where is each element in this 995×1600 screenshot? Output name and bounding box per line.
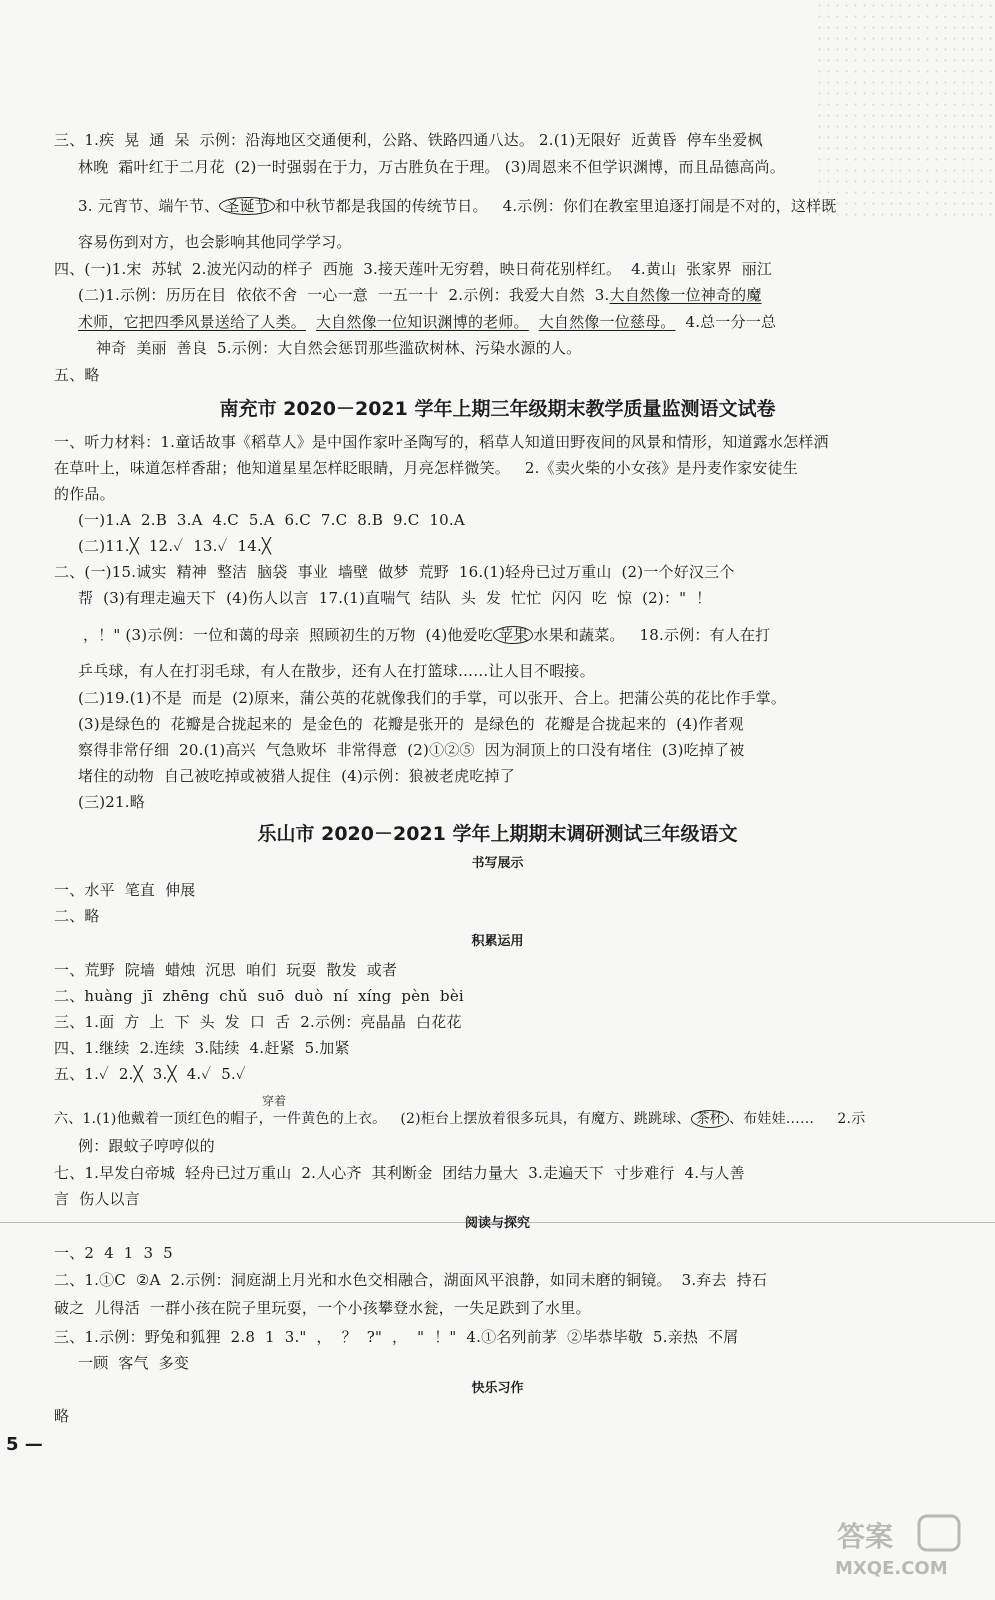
answer-line: 容易伤到对方，也会影响其他同学学习。 bbox=[78, 233, 352, 251]
answer-line: 七、1.早发白帝城 轻舟已过万重山 2.人心齐 其利断金 团结力量大 3.走遍天下 寸步难行 4.与人善 bbox=[54, 1164, 745, 1182]
answer-line: 二、huàng jī zhēng chǔ suō duò ní xíng pèn bèi bbox=[54, 987, 464, 1005]
text: 和中秋节都是我国的传统节日。 4.示例：你们在教室里追逐打闹是不对的，这样既 bbox=[274, 197, 837, 215]
svg-text:答案: 答案 bbox=[837, 1520, 894, 1553]
watermark-text: MXQE.COM bbox=[835, 1558, 948, 1579]
answer-line: (二)11.╳ 12.✓ 13.✓ 14.╳ bbox=[78, 537, 272, 555]
answer-line bbox=[78, 312, 776, 332]
answer-line: (二)19.(1)不是 而是 (2)原来，蒲公英的花就像我们的手掌，可以张开、合上。把蒲公英的花比作手掌。 bbox=[78, 689, 787, 707]
circled-word: 茶杯 bbox=[691, 1110, 729, 1128]
page-number: 5 — bbox=[6, 1434, 43, 1455]
text: 3. 元宵节、端午节、 bbox=[78, 197, 220, 215]
answer-line: (3)是绿色的 花瓣是合拢起来的 是金色的 花瓣是张开的 是绿色的 花瓣是合拢起来的 (4)作者观 bbox=[78, 715, 744, 733]
watermark-logo bbox=[827, 1512, 977, 1582]
answer-line bbox=[78, 625, 770, 645]
answer-line: 一、荒野 院墙 蜡烛 沉思 咱们 玩耍 散发 或者 bbox=[54, 961, 398, 979]
answer-line: 五、略 bbox=[54, 366, 100, 384]
answer-line: 在草叶上，味道怎样香甜；他知道星星怎样眨眼睛，月亮怎样微笑。 2.《卖火柴的小女孩》是丹麦作家安徒生 bbox=[54, 459, 799, 477]
section-heading: 书写展示 bbox=[471, 856, 524, 871]
answer-line: 二、1.①C ②A 2.示例：洞庭湖上月光和水色交相融合，湖面风平浪静，如同未磨的铜镜。 3.弃去 持石 bbox=[54, 1271, 768, 1289]
answer-line: 四、(一)1.宋 苏轼 2.波光闪动的样子 西施 3.接天莲叶无穷碧，映日荷花别样红。 4.黄山 张家界 丽江 bbox=[54, 260, 773, 278]
answer-line: 一、水平 笔直 伸展 bbox=[54, 881, 196, 899]
answer-line: (一)1.A 2.B 3.A 4.C 5.A 6.C 7.C 8.B 9.C 10.A bbox=[78, 511, 465, 529]
answer-line: 察得非常仔细 20.(1)高兴 气急败坏 非常得意 (2)①②⑤ 因为洞顶上的口没有堵住 (3)吃掉了被 bbox=[78, 741, 745, 759]
answer-line: 四、1.继续 2.连续 3.陆续 4.赶紧 5.加紧 bbox=[54, 1039, 350, 1057]
exam-title: 南充市 2020－2021 学年上期三年级期末教学质量监测语文试卷 bbox=[219, 398, 776, 420]
scan-noise bbox=[815, 0, 995, 220]
circled-word: 圣诞节 bbox=[219, 197, 275, 215]
answer-line: 一、2 4 1 3 5 bbox=[54, 1244, 173, 1262]
answer-line: 三、1.疾 晃 通 呆 示例：沿海地区交通便利，公路、铁路四通八达。 2.(1)无限好 近黄昏 停车坐爱枫 bbox=[54, 131, 763, 149]
answer-line: (三)21.略 bbox=[78, 793, 145, 811]
underlined-text: 大自然像一位神奇的魔 bbox=[609, 286, 762, 304]
circled-word: 苹果 bbox=[493, 626, 533, 644]
text: 水果和蔬菜。 18.示例：有人在打 bbox=[533, 626, 771, 644]
answer-line: 五、1.✓ 2.╳ 3.╳ 4.✓ 5.✓ bbox=[54, 1065, 246, 1083]
answer-line: 二、(一)15.诚实 精神 整洁 脑袋 事业 墙壁 做梦 荒野 16.(1)轻舟已过万重山 (2)一个好汉三个 bbox=[54, 563, 735, 581]
text: ，！" (3)示例：一位和蔼的母亲 照顾初生的万物 (4)他爱吃 bbox=[78, 626, 494, 644]
answer-line: 言 伤人以言 bbox=[54, 1190, 140, 1208]
answer-line: 二、略 bbox=[54, 907, 100, 925]
text: 六、1.(1)他戴着一顶红色的帽子，一件黄色的上衣。 (2)柜台上摆放着很多玩具，有魔方、跳跳球、 bbox=[54, 1111, 691, 1127]
text: 、布娃娃…… 2.示 bbox=[728, 1111, 866, 1127]
answer-line: 一顾 客气 多变 bbox=[78, 1354, 190, 1372]
underlined-text: 术师，它把四季风景送给了人类。 bbox=[78, 313, 307, 331]
text: (二)1.示例：历历在目 依依不舍 一心一意 一五一十 2.示例：我爱大自然 3. bbox=[78, 286, 610, 304]
answer-line: 堵住的动物 自己被吃掉或被猎人捉住 (4)示例：狼被老虎吃掉了 bbox=[78, 767, 515, 785]
answer-line bbox=[78, 285, 762, 305]
answer-line: 略 bbox=[54, 1407, 70, 1425]
text: 4.总一分一总 bbox=[675, 313, 777, 331]
exam-title: 乐山市 2020－2021 学年上期期末调研测试三年级语文 bbox=[257, 823, 738, 845]
answer-line: 破之 儿得活 一群小孩在院子里玩耍，一个小孩攀登水瓮，一失足跌到了水里。 bbox=[54, 1299, 591, 1317]
answer-line: 林晚 霜叶红于二月花 (2)一时强弱在于力，万古胜负在于理。 (3)周恩来不但学识渊博，而且品德高尚。 bbox=[78, 158, 785, 176]
handwritten-correction: 穿着 bbox=[262, 1094, 287, 1108]
answer-line: 的作品。 bbox=[54, 485, 115, 503]
answer-line: 帮 (3)有理走遍天下 (4)伤人以言 17.(1)直喘气 结队 头 发 忙忙 闪闪 吃 惊 (2)：" ！ bbox=[78, 589, 712, 607]
answer-line bbox=[54, 1109, 865, 1129]
underlined-text: 大自然像一位知识渊博的老师。 bbox=[315, 313, 529, 331]
answer-line: 三、1.面 方 上 下 头 发 口 舌 2.示例：亮晶晶 白花花 bbox=[54, 1013, 462, 1031]
answer-line bbox=[78, 196, 837, 216]
underlined-text: 大自然像一位慈母。 bbox=[538, 313, 676, 331]
section-heading: 快乐习作 bbox=[471, 1381, 524, 1396]
answer-line: 一、听力材料：1.童话故事《稻草人》是中国作家叶圣陶写的，稻草人知道田野夜间的风景和情形，知道露水怎样洒 bbox=[54, 433, 829, 451]
answer-line: 三、1.示例：野兔和狐狸 2.8 1 3." ， ？ ?" ， " ！" 4.①名列前茅 ②毕恭毕敬 5.亲热 不屑 bbox=[54, 1328, 739, 1346]
answer-line: 神奇 美丽 善良 5.示例：大自然会惩罚那些滥砍树林、污染水源的人。 bbox=[96, 339, 582, 357]
answer-line: 例：跟蚊子哼哼似的 bbox=[78, 1137, 215, 1155]
section-heading: 阅读与探究 bbox=[464, 1216, 530, 1231]
answer-line: 乒乓球，有人在打羽毛球，有人在散步，还有人在打篮球……让人目不暇接。 bbox=[78, 662, 595, 680]
section-heading: 积累运用 bbox=[471, 934, 524, 949]
